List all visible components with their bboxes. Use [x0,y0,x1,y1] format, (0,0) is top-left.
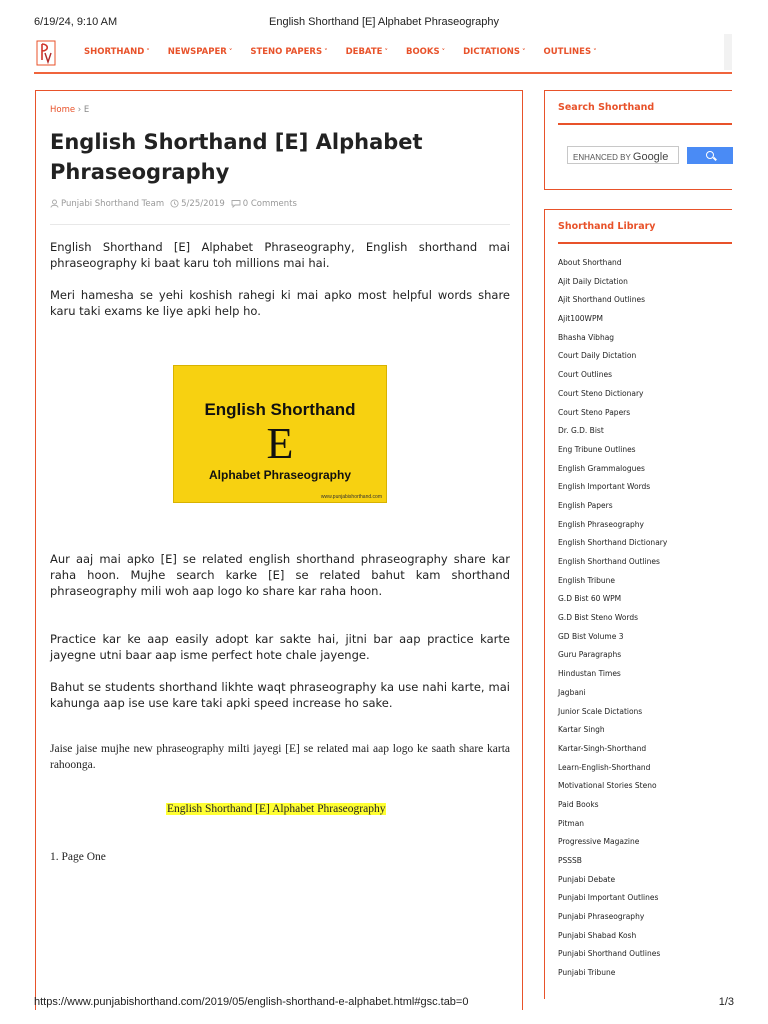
chevron-down-icon: ˅ [146,48,150,56]
chevron-down-icon: ˅ [441,48,446,56]
page-one-link[interactable]: 1. Page One [50,851,106,863]
library-link[interactable]: Bhasha Vibhag [558,332,615,342]
widget-rule [558,242,732,244]
menu-steno-papers[interactable]: STENO PAPERS ˅ [250,47,328,57]
library-link[interactable]: Court Steno Dictionary [558,388,644,398]
library-list [558,258,667,987]
breadcrumb-current[interactable]: E [83,105,90,115]
library-link[interactable]: GD Bist Volume 3 [558,631,624,641]
library-widget [544,209,732,999]
menu-newspaper[interactable]: NEWSPAPER ˅ [167,47,233,57]
library-link[interactable]: Kartar Singh [558,725,605,735]
menu-debate[interactable]: DEBATE ˅ [345,47,388,57]
library-link[interactable]: Court Outlines [558,370,613,380]
library-link[interactable]: G.D Bist Steno Words [558,613,639,623]
print-url: https://www.punjabishorthand.com/2019/05/english-shorthand-e-alphabet.html#gsc.tab=0 [34,996,469,1008]
library-link[interactable]: Eng Tribune Outlines [558,444,636,454]
library-link[interactable]: Court Steno Papers [558,407,631,417]
print-datetime: 6/19/24, 9:10 AM [34,16,118,28]
library-link[interactable]: English Shorthand Outlines [558,557,660,566]
library-link[interactable]: Jagbani [558,687,586,697]
library-link[interactable]: Progressive Magazine [558,837,640,847]
post-featured-image [173,365,387,503]
widget-title-library: Shorthand Library [558,221,656,232]
site-logo-icon[interactable] [36,40,56,66]
library-link[interactable]: English Grammalogues [558,463,645,473]
library-link[interactable]: Dr. G.D. Bist [558,426,604,436]
library-link[interactable]: English Shorthand Dictionary [558,538,668,548]
image-line-title: English Shorthand [204,400,356,419]
breadcrumb: Home › E [50,105,90,115]
comments-icon [231,199,241,208]
library-link[interactable]: Motivational Stories Steno [558,781,657,791]
post-paragraph: Meri hamesha se yehi koshish rahegi ki mai apko most helpful words share karu taki exams ke liye apki help ho. [50,288,510,318]
search-button[interactable] [687,147,733,164]
search-widget [544,90,732,190]
library-link[interactable]: Guru Paragraphs [558,650,622,660]
library-link[interactable]: Punjabi Shabad Kosh [558,930,637,940]
library-link[interactable]: About Shorthand [558,258,622,267]
post-meta [50,199,303,209]
library-link[interactable]: Punjabi Shorthand Outlines [558,949,661,959]
post-container [35,90,523,1010]
library-link[interactable]: Junior Scale Dictations [558,706,643,716]
menu-dictations[interactable]: DICTATIONS ˅ [463,47,526,57]
post-title: English Shorthand [E] Alphabet Phraseography [50,130,423,184]
user-icon [50,199,59,208]
post-paragraph: Aur aaj mai apko [E] se related english shorthand phraseography share kar raha hoon. Mujhe search karke [E] se related bahut kam shorthand phraseography mili woh aap logo ko share kar raha hoon. [50,552,510,598]
library-link[interactable]: English Tribune [558,575,615,585]
post-comments-link[interactable]: 0 Comments [242,199,297,209]
post-paragraph: Practice kar ke aap easily adopt kar sakte hai, jitni bar aap practice karte jayegne utni baar aap isme perfect hote chale jayenge. [50,632,510,662]
library-link[interactable]: G.D Bist 60 WPM [558,594,622,604]
print-page-number: 1/3 [718,996,734,1008]
library-link[interactable]: English Papers [558,500,613,510]
search-input[interactable] [567,146,679,164]
library-link[interactable]: PSSSB [558,856,582,865]
print-header [0,0,768,36]
library-link[interactable]: Punjabi Tribune [558,968,616,978]
widget-rule [558,123,732,125]
library-link[interactable]: Ajit Daily Dictation [558,276,628,286]
menu-books[interactable]: BOOKS ˅ [405,47,446,57]
library-link[interactable]: Kartar-Singh-Shorthand [558,743,647,753]
library-link[interactable]: Hindustan Times [558,669,621,679]
breadcrumb-home-link[interactable]: Home [50,105,76,115]
library-link[interactable]: Ajit Shorthand Outlines [558,295,646,305]
post-paragraph: English Shorthand [E] Alphabet Phraseography, English shorthand mai phraseography ki baat karu toh millions mai hai. [50,240,510,270]
enhanced-by-label: ENHANCED BY [573,153,631,162]
library-link[interactable]: English Phraseography [558,519,644,529]
nav-search-toggle[interactable] [724,34,732,70]
library-link[interactable]: English Important Words [558,482,651,492]
search-icon [706,151,714,159]
chevron-down-icon: ˅ [384,48,388,56]
post-paragraph: Jaise jaise mujhe new phraseography milti jayegi [E] se related mai aap logo ke saath share karta rahoonga. [50,743,510,771]
post-paragraph: Bahut se students shorthand likhte waqt phraseography ka use nahi karte, mai kahunga aap ise use kare taki apki speed increase ho sake. [50,680,510,710]
image-line-letter: E [266,419,294,468]
print-page-title: English Shorthand [E] Alphabet Phraseography [269,16,499,28]
chevron-down-icon: ˅ [522,48,526,56]
divider [50,224,510,225]
image-line-subtitle: Alphabet Phraseography [208,468,352,482]
image-watermark: www.punjabishorthand.com [320,494,382,500]
post-author[interactable]: Punjabi Shorthand Team [61,199,165,209]
google-logo: Google [632,151,669,163]
top-navigation [34,34,732,74]
clock-icon [170,199,179,208]
library-link[interactable]: Pitman [558,818,585,828]
library-link[interactable]: Paid Books [558,799,599,809]
menu-outlines[interactable]: OUTLINES ˅ [543,47,597,57]
library-link[interactable]: Court Daily Dictation [558,351,637,361]
menu-shorthand[interactable]: SHORTHAND ˅ [84,47,150,57]
library-link[interactable]: Learn-English-Shorthand [558,762,651,772]
library-link[interactable]: Punjabi Important Outlines [558,893,659,903]
post-date: 5/25/2019 [181,199,225,209]
library-link[interactable]: Ajit100WPM [558,314,603,324]
library-link[interactable]: Punjabi Phraseography [558,912,645,922]
widget-title-search: Search Shorthand [558,102,655,113]
chevron-down-icon: ˅ [228,48,233,56]
main-menu [84,47,615,57]
chevron-down-icon: ˅ [593,48,597,56]
library-link[interactable]: Punjabi Debate [558,874,616,884]
highlighted-post-link[interactable]: English Shorthand [E] Alphabet Phraseography [167,803,386,815]
chevron-down-icon: ˅ [324,48,328,56]
